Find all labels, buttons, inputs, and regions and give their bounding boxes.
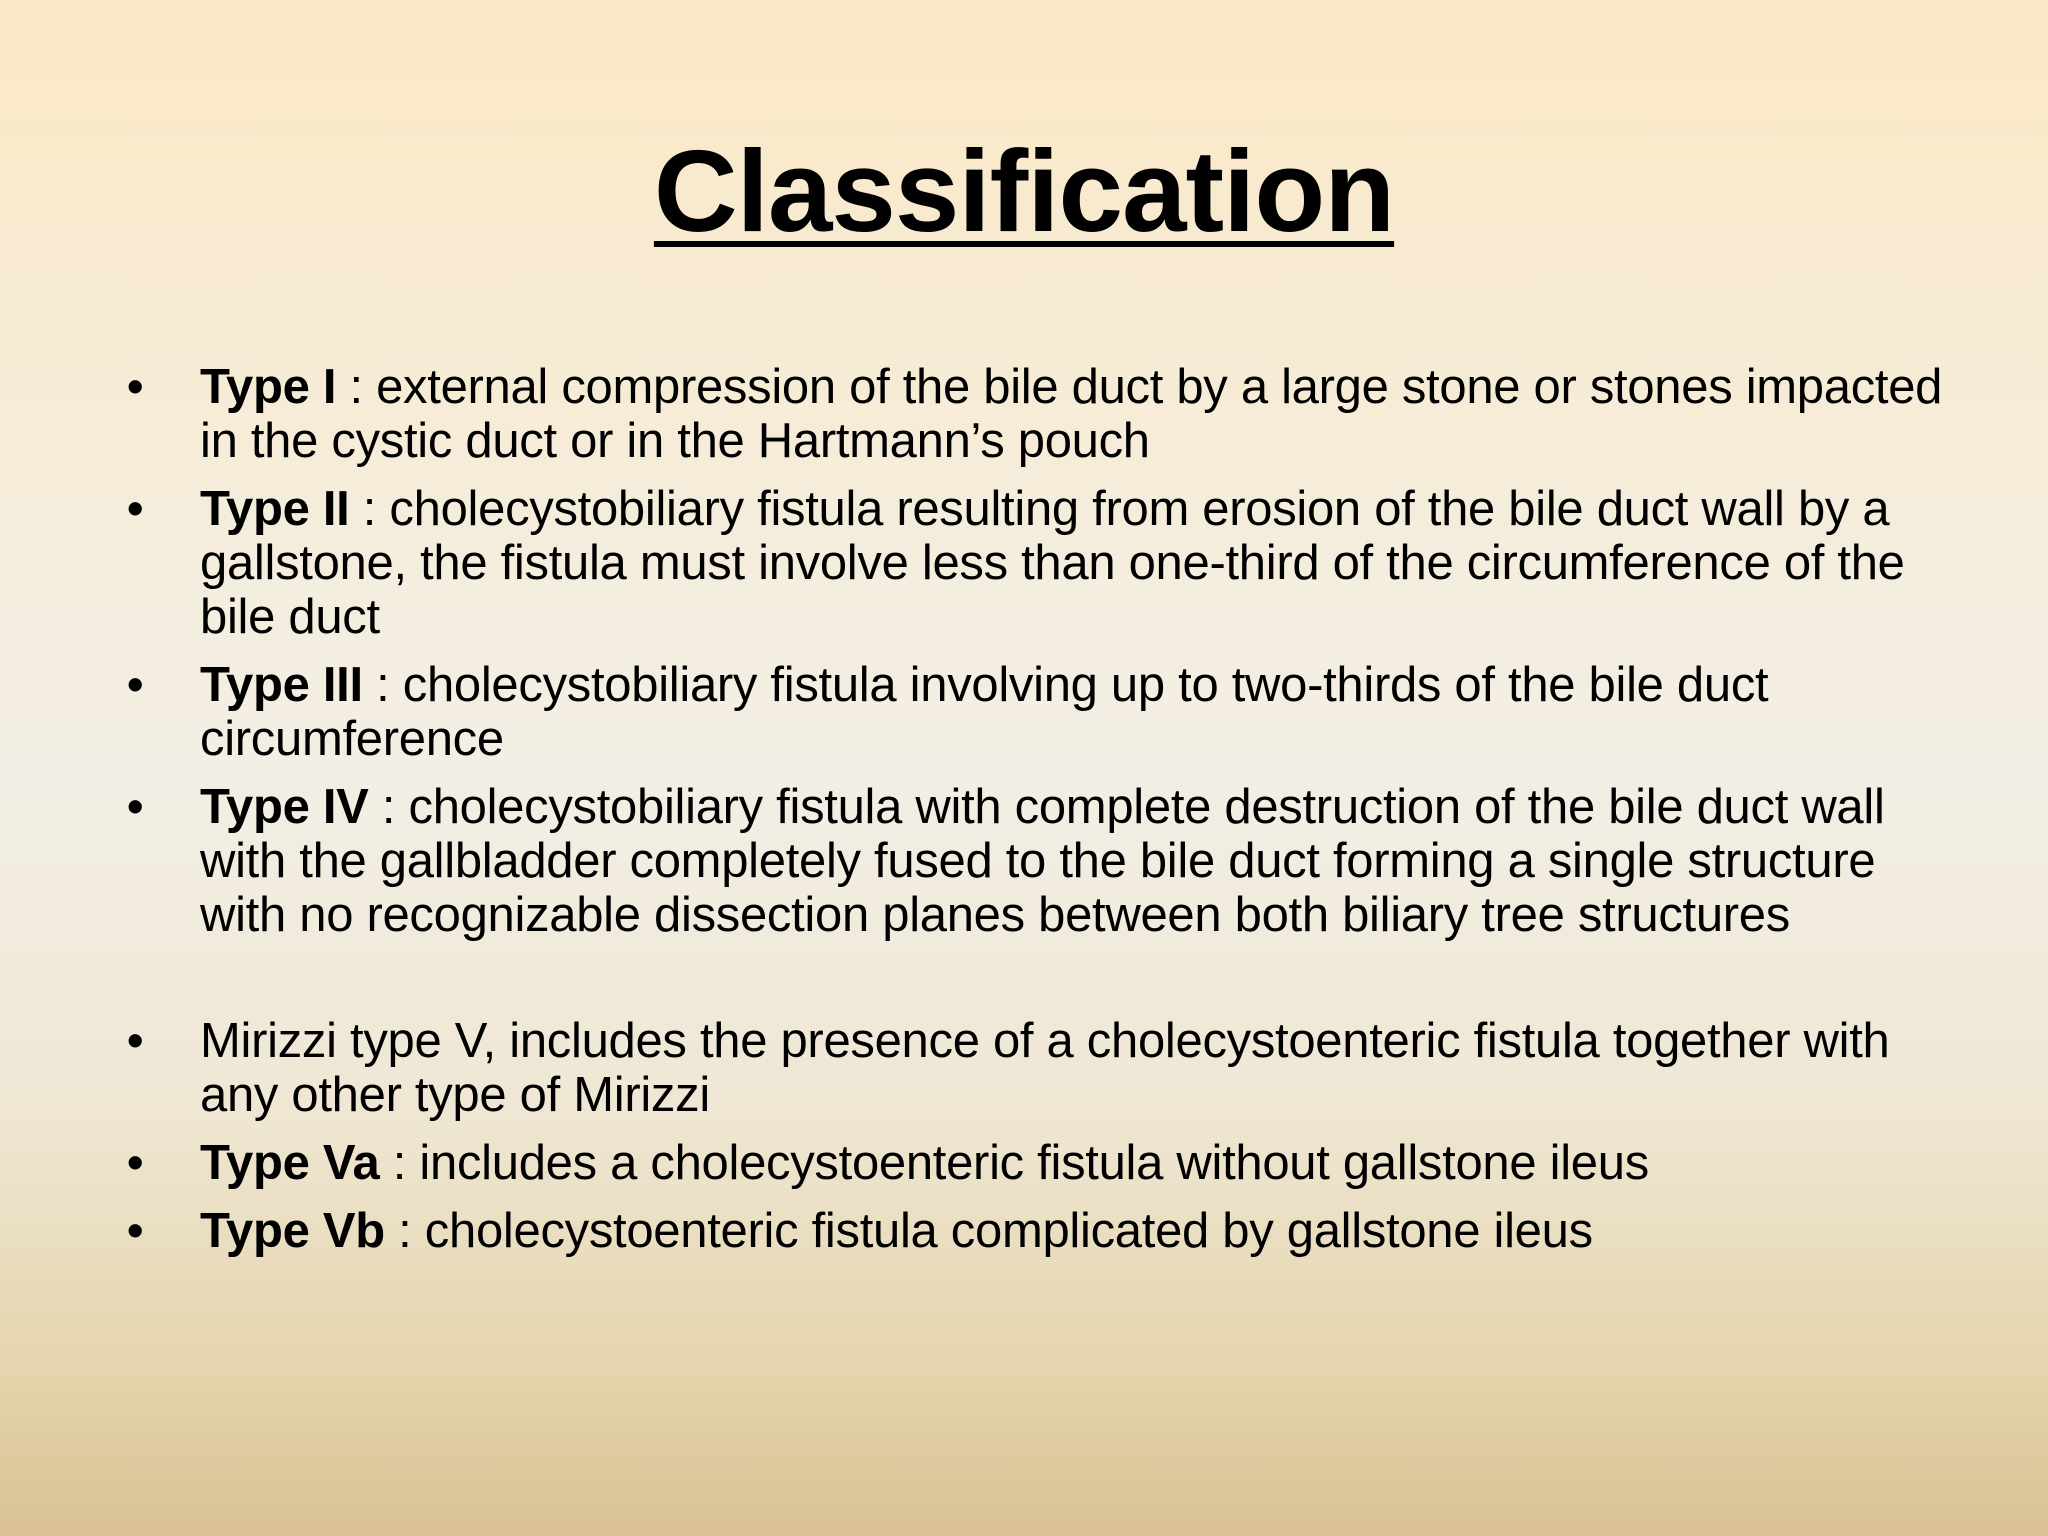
bullet-item-mirizzi-type-v [120,1014,1950,1122]
bullet-item-type-ii [120,482,1950,644]
bullet-dot-icon: • [126,658,144,712]
bullet-dot-icon: • [126,1014,144,1068]
bullet-dot-icon: • [126,780,144,834]
slide-title [0,128,2048,256]
bullet-label: Type III [200,658,363,712]
bullet-label: Type IV [200,780,369,834]
bullet-dot-icon: • [126,1204,144,1258]
bullet-item-type-i [120,360,1950,468]
bullet-label: Type Vb [200,1204,385,1258]
bullet-dot-icon: • [126,1136,144,1190]
bullet-text: : cholecystobiliary fistula with complete destruction of the bile duct wall with the gallbladder completely fused to the bile duct forming a single structure with no recognizable dissection planes between both biliary tree structures [200,780,1885,942]
bullet-dot-icon: • [126,360,144,414]
bullet-text: : cholecystobiliary fistula resulting from erosion of the bile duct wall by a gallstone, the fistula must involve less than one-third of the circumference of the bile duct [200,482,1905,644]
bullet-item-type-vb [120,1204,1950,1258]
bullet-label: Type II [200,482,350,536]
bullet-text: : cholecystoenteric fistula complicated by gallstone ileus [384,1204,1593,1258]
bullet-item-type-iv [120,780,1950,942]
bullet-item-type-iii [120,658,1950,766]
bullet-dot-icon: • [126,482,144,536]
bullet-item-type-va [120,1136,1950,1190]
bullet-list [120,360,1950,1272]
bullet-label: Type I [200,360,337,414]
bullet-text: : external compression of the bile duct by a large stone or stones impacted in the cystic duct or in the Hartmann’s pouch [200,360,1943,468]
slide-title-text: Classification [653,126,1395,256]
bullet-text: Mirizzi type V, includes the presence of a cholecystoenteric fistula together with any other type of Mirizzi [200,1014,1890,1122]
bullet-label: Type Va [200,1136,380,1190]
bullet-text: : cholecystobiliary fistula involving up to two-thirds of the bile duct circumference [200,658,1769,766]
bullet-text: : includes a cholecystoenteric fistula without gallstone ileus [379,1136,1649,1190]
